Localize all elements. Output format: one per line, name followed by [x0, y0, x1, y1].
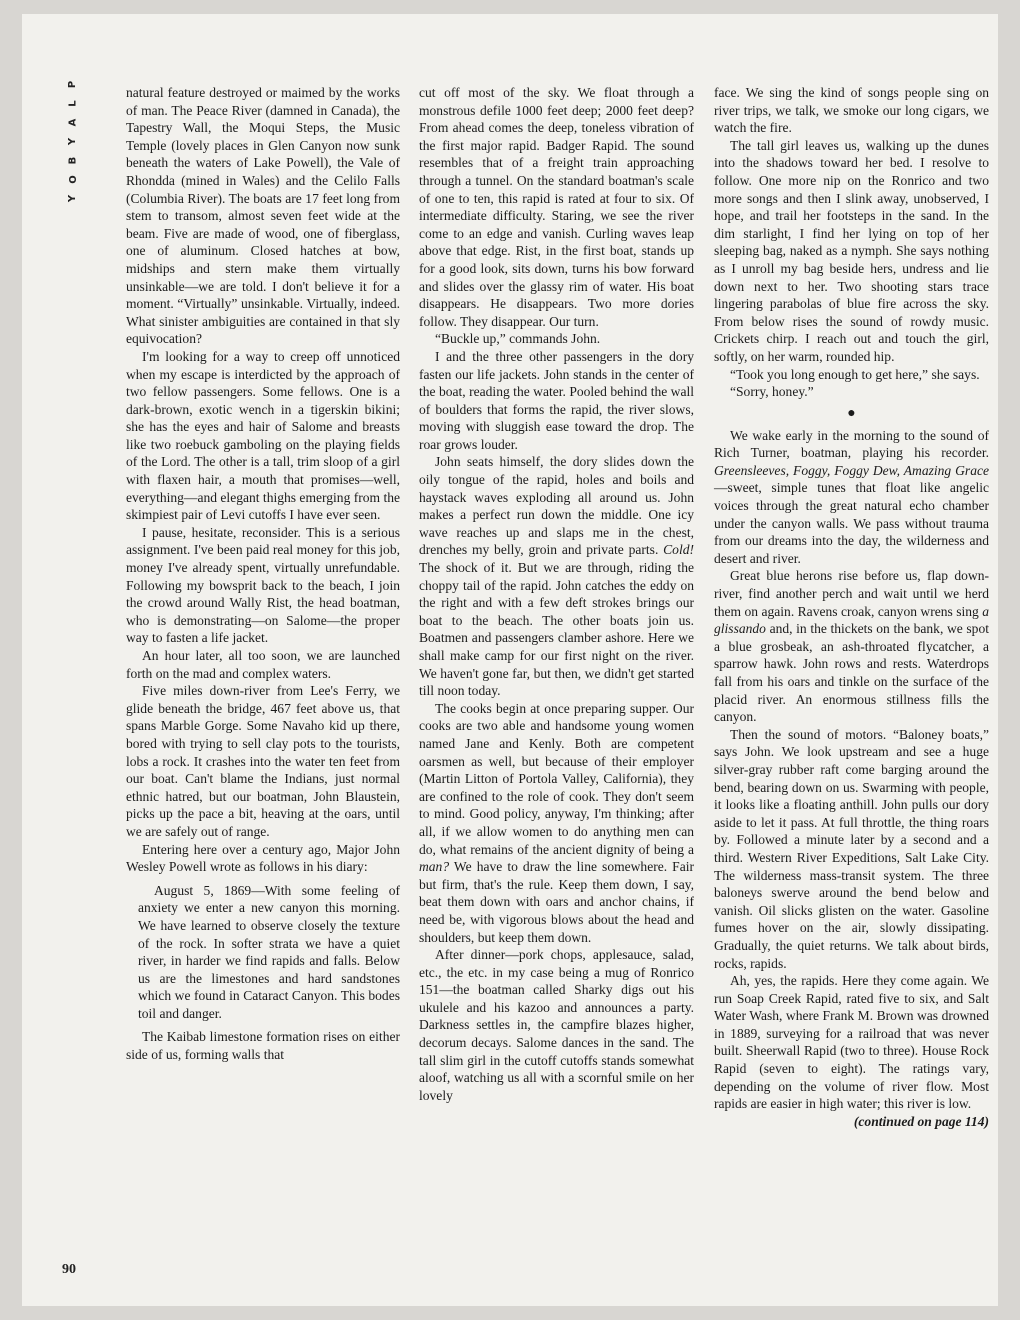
- running-head-letter: L: [67, 100, 79, 107]
- paragraph: I pause, hesitate, reconsider. This is a serious assignment. I've been paid real money for this job, money I've already spent, virtually unrefundable. Following my bowsprit back to the beach, I join the crowd around Wally Rist, the head boatman, who is demonstrating—on Salome—the proper way to fasten a life jacket.: [126, 524, 400, 646]
- text-column-1: [126, 84, 400, 1064]
- paragraph: “Buckle up,” commands John.: [435, 331, 601, 347]
- running-head-letter: O: [67, 175, 79, 184]
- text-column-2: [419, 84, 694, 1104]
- paragraph: I'm looking for a way to creep off unnoticed when my escape is interdicted by the approach of two fellow passengers. Some fellows. One is a dark-brown, exotic wench in a tigerskin bikini; she has the eyes and hair of Salome and breasts like two roebuck gamboling on the playing fields of the Lord. The other is a tall, trim sloop of a girl with flaxen hair, a mouth that promises—well, everything—and elegant thighs emerging from the skimpiest pair of Levi cutoffs I have ever seen.: [126, 348, 401, 523]
- text-run: We wake early in the morning to the sound of Rich Turner, boatman, playing his recorder.: [714, 427, 989, 461]
- paragraph: An hour later, all too soon, we are launched forth on the mad and complex waters.: [126, 648, 400, 681]
- section-break-bullet: ●: [847, 405, 856, 421]
- paragraph: [714, 567, 989, 725]
- paragraph: natural feature destroyed or maimed by the works of man. The Peace River (damned in Canada), the Tapestry Wall, the Moqui Steps, the Music Temple (lovely places in Glen Canyon now sunk beneath the waters of Lake Powell), the Vale of Rhondda (mined in Wales) and the Celilo Falls (Columbia River). The boats are 17 feet long from stem to transom, almost seven feet wide at the beam. Five are made of wood, one of fiberglass, one of aluminum. Closed hatches at bow, midships and stern make them virtually unsinkable—we are told. I don't believe it for a moment. “Virtually” unsinkable. Virtually, indeed. What sinister ambiguities are contained in that sly equivocation?: [126, 85, 400, 347]
- text-run: and, in the thickets on the bank, we spot a blue grosbeak, an ash-throated flycatcher, a sparrow hawk. John rows and rests. Waterdrops fall from his oars and tinkle on the surface of the placid river. An enormous stillness fills the canyon.: [714, 621, 989, 725]
- paragraph: The tall girl leaves us, walking up the dunes into the shadows toward her bed. I resolve to follow. One more nip on the Ronrico and two more songs and then I slink away, unobserved, I hope, and trail her footsteps in the sand. In the dim starlight, I find her lying on top of her sleeping bag, naked as a nymph. She says nothing as I unroll my bag beside hers, undress and lie down next to her. Two shooting stars trace lingering parabolas of blue fire across the sky. From below rises the sound of rowdy music. Crickets chirp. I reach out and touch the girl, softly, on her warm, rounded hip.: [714, 137, 989, 364]
- paragraph: [714, 427, 989, 568]
- diary-quote: [126, 882, 400, 1023]
- paragraph: [419, 453, 694, 699]
- paragraph: face. We sing the kind of songs people sing on river trips, we talk, we smoke our long cigars, we watch the fire.: [714, 85, 989, 136]
- emphasis-text: Cold!: [663, 542, 694, 558]
- paragraph: “Sorry, honey.”: [730, 384, 814, 400]
- paragraph: cut off most of the sky. We float through a monstrous defile 1000 feet deep; 2000 feet deep? From ahead comes the deep, toneless vibration of the first major rapid. Badger Rapid. The sound resembles that of a freight train approaching through a tunnel. On the standard boatman's scale of one to ten, this rapid is rated at four to six. Of intermediate difficulty. Staring, we see the river come to an edge and vanish. Curling waves leap above that edge. Rist, in the first boat, stands up for a good look, sits down, turns his bow forward and slides over the glassy rim of water. His boat disappears. He disappears. Two more dories follow. They disappear. Our turn.: [419, 85, 694, 329]
- paragraph: Ah, yes, the rapids. Here they come again. We run Soap Creek Rapid, rated five to six, and Salt Water Wash, where Frank M. Brown was drowned in 1889, surveying for a railroad that was never built. Sheerwall Rapid (two to three). House Rock Rapid (seven to eight). The ratings vary, depending on the volume of river flow. Most rapids are easier in high water; this river is low.: [714, 973, 989, 1112]
- emphasis-text: a glissando: [714, 603, 989, 637]
- running-head-letter: Y: [67, 137, 79, 146]
- paragraph: [419, 700, 694, 946]
- running-head-letter: Y: [67, 194, 79, 203]
- paragraph: Then the sound of motors. “Baloney boats,” says John. We look upstream and see a huge silver-gray rubber raft come barging around the bend, bearing down on us. Swarming with people, it looks like a floating anthill. John pulls our dory aside to let it pass. At full throttle, the thing roars by. Followed a minute later by a second and a third. Western River Expeditions, Salt Lake City. The wilderness mass-transit system. The three baloneys swerve around the bend below and vanish. Oil slicks glisten on the water. Gasoline fumes hover on the air, slowly dissipating. Gradually, the quiet returns. We talk about birds, rocks, rapids.: [714, 726, 989, 971]
- text-run: John seats himself, the dory slides down the oily tongue of the rapid, holes and boils and haystack waves exploding all around us. John makes a perfect run down the middle. One icy wave reaches up and slaps me in the chest, drenches my belly, groin and private parts.: [419, 454, 694, 558]
- paragraph: The Kaibab limestone formation rises on either side of us, forming walls that: [126, 1029, 400, 1063]
- text-column-3: [714, 84, 989, 1130]
- paragraph: Entering here over a century ago, Major John Wesley Powell wrote as follows in his diary:: [126, 841, 400, 875]
- paragraph: Five miles down-river from Lee's Ferry, we glide beneath the bridge, 467 feet above us, that spans Marble Gorge. Some Navaho kid up there, bored with trying to sell clay pots to the tourists, lobs a rock. It crashes into the water ten feet from our boat. Can't blame the Indians, just normal ethnic hatred, but our boatman, John Blaustein, picks up the pace a bit, heaving at the oars, until we are safely out of range.: [126, 683, 400, 839]
- running-head-playboy: [62, 76, 84, 207]
- text-run: Great blue herons rise before us, flap down-river, find another perch and wait until we herd them on again. Ravens croak, canyon wrens sing: [714, 568, 989, 619]
- continued-note: (continued on page 114): [853, 1113, 989, 1129]
- text-run: The cooks begin at once preparing supper. Our cooks are two able and handsome young women named Jane and Kenly. Both are competent oarsmen as well, but because of their employer (Martin Litton of Portola Valley, California), they are confined to the role of cook. They don't seem to mind. Good policy, anyway, I'm thinking; after all, if we allow women to do anything men can do, what remains of the ancient dignity of being a: [419, 700, 694, 857]
- text-run: The shock of it. But we are through, riding the choppy tail of the rapid. John catches the eddy on the right and with a few deft strokes brings our boat to the beach. The other boats join us. Boatmen and passengers clamber ashore. Here we shall make camp for our first night on the river. We haven't gone far, but then, we didn't get started till noon today.: [419, 560, 694, 699]
- paragraph: I and the three other passengers in the dory fasten our life jackets. John stands in the center of the boat, reading the water. Pooled behind the wall of boulders that forms the rapid, the river slows, moving with sluggish ease toward the drop. The roar grows louder.: [419, 348, 694, 452]
- magazine-page: [22, 14, 998, 1306]
- text-run: —sweet, simple tunes that float like angelic voices through the great natural echo chamber under the canyon walls. We pass without trauma from our dreams into the day, the wilderness and desert and river.: [714, 480, 989, 566]
- running-head-letter: B: [67, 156, 79, 165]
- running-head-letter: A: [67, 118, 79, 127]
- song-titles: Greensleeves, Foggy, Foggy Dew, Amazing Grace: [714, 462, 989, 478]
- page-number: 90: [62, 1262, 76, 1277]
- emphasis-text: man?: [419, 859, 450, 875]
- diary-paragraph: August 5, 1869—With some feeling of anxiety we enter a new canyon this morning. We have learned to observe closely the texture of the rock. In softer strata we have a quiet river, in harder we find rapids and falls. Below us are the limestones and hard sandstones which we found in Cataract Canyon. This bodes toil and danger.: [138, 882, 400, 1021]
- text-run: We have to draw the line somewhere. Fair but firm, that's the rule. Keep them down, I say, beat them down with oars and anchor chains, if need be, with vigorous blows about the head and shoulders, but keep them down.: [419, 859, 694, 945]
- paragraph: “Took you long enough to get here,” she says.: [730, 366, 980, 382]
- paragraph: After dinner—pork chops, applesauce, salad, etc., the etc. in my case being a mug of Ronrico 151—the boatman called Sharky digs out his ukulele and his kazoo and announces a party. Darkness settles in, the campfire blazes higher, decorum decays. Salome dances in the sand. The tall slim girl in the cutoff cutoffs stands somewhat aloof, watching us all with a scornful smile on her lovely: [419, 947, 694, 1103]
- running-head-letter: P: [67, 80, 79, 89]
